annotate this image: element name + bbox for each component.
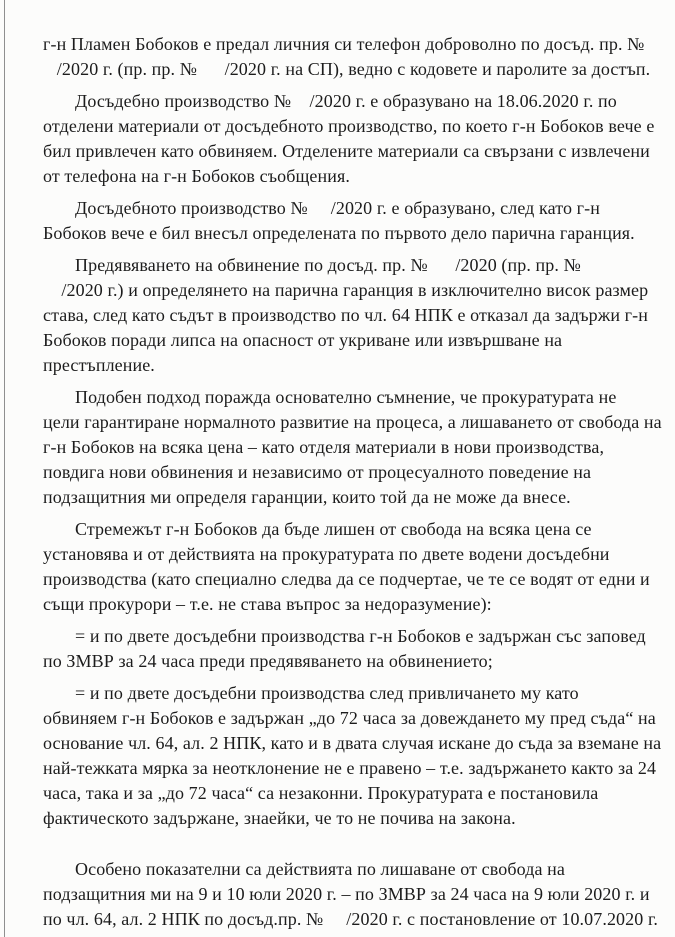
paragraph: Досъдебно производство № /2020 г. е образувано на 18.06.2020 г. по отделени материали от досъдебното производство, по което г-н Бобоков вече е бил привлечен като обвиняем. Отделените материали са свързани с извлечени от телефона на г-н Бобоков съобщения. [43, 91, 655, 186]
paragraph: = и по двете досъдебни производства г-н Бобоков е задържан със заповед по ЗМВР за 24 часа преди предявяването на обвинението; [43, 626, 646, 671]
paragraph: = и по двете досъдебни производства след привличането му като обвиняем г-н Бобоков е задържан „до 72 часа за довеждането му пред съда“ на основание чл. 64, ал. 2 НПК, като и в двата случая искане до съда за вземане на най-тежката мярка за неотклонение не е правено – т.е. задържането както за 24 часа, така и за „до 72 часа“ са незаконни. Прокуратурата е постановила фактическото задържане, знаейки, че то не почива на закона. [43, 683, 662, 828]
paragraph: Предявяването на обвинение по досъд. пр. № /2020 (пр. пр. № /2020 г.) и определянето на парична гаранция в изключително висок размер става, след като съдът в производство по чл. 64 НПК е отказал да задържи г-н Бобоков поради липса на опасност от укриване или извършване на престъпление. [43, 255, 649, 375]
paragraph: Подобен подход поражда основателно съмнение, че прокуратурата не цели гарантиране нормалното развитие на процеса, а лишаването от свобода на г-н Бобоков на всяка цена – като отделя материали в нови производства, повдига нови обвинения и независимо от процесуалното поведение на подзащитния ми определя гаранции, които той да не може да внесе. [43, 387, 662, 507]
paragraph: Досъдебното производство № /2020 г. е образувано, след като г-н Бобоков вече е бил внесъл определената по първото дело парична гаранция. [43, 198, 635, 243]
paragraph: Особено показателни са действията по лишаване от свобода на подзащитния ми на 9 и 10 юли 2020 г. – по ЗМВР за 24 часа на 9 юли 2020 г. и по чл. 64, ал. 2 НПК по досъд.пр. № /2020 г. с постановление от 10.07.2020 г. [43, 859, 658, 929]
paragraph: г-н Пламен Бобоков е предал личния си телефон доброволно по досъд. пр. № /2020 г. (пр. пр. № /2020 г. на СП), ведно с кодовете и паролите за достъп. [43, 34, 651, 79]
document-text-block [43, 32, 661, 932]
scan-edge-line [4, 0, 5, 937]
paragraph: Стремежът г-н Бобоков да бъде лишен от свобода на всяка цена се установява и от действията на прокуратурата по двете водени досъдебни производства (като специално следва да се подчертае, че те се водят от едни и същи прокурори – т.е. не става въпрос за недоразумение): [43, 519, 650, 614]
